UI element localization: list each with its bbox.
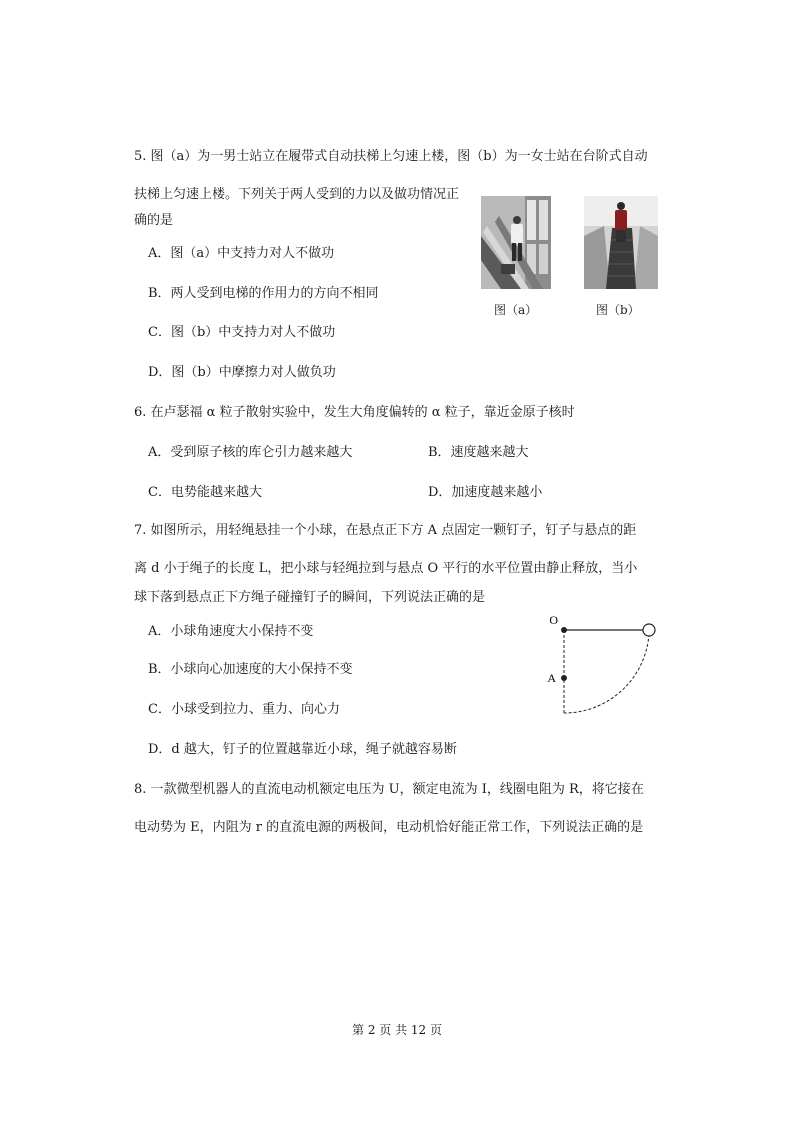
q6-option-d: D．加速度越来越小 [428, 485, 543, 500]
q7-ball [643, 624, 655, 636]
q7-pivot-point [561, 627, 567, 633]
page-number-footer: 第 2 页 共 12 页 [352, 1023, 442, 1037]
q7-option-d: D．d 越大，钉子的位置越靠近小球，绳子就越容易断 [148, 742, 457, 757]
q7-ball-path-arc [564, 634, 649, 713]
q8-stem-line1: 8. 一款微型机器人的直流电动机额定电压为 U，额定电流为 I，线圈电阻为 R，将它接在 [134, 782, 644, 797]
q7-stem-line1: 7. 如图所示，用轻绳悬挂一个小球，在悬点正下方 A 点固定一颗钉子，钉子与悬点的距 [134, 523, 637, 538]
q7-option-b: B．小球向心加速度的大小保持不变 [148, 662, 353, 677]
q5-stem-line3: 确的是 [134, 213, 174, 228]
q7-option-a: A．小球角速度大小保持不变 [148, 624, 314, 639]
q6-option-c: C．电势能越来越大 [148, 485, 262, 500]
q5-figure-a-caption: 图（a） [494, 303, 538, 317]
q7-label-o: O [549, 613, 558, 627]
q7-label-a: A [547, 671, 556, 685]
q7-stem-line2: 离 d 小于绳子的长度 L，把小球与轻绳拉到与悬点 O 平行的水平位置由静止释放，当小 [134, 561, 638, 576]
q7-option-c: C．小球受到拉力、重力、向心力 [148, 702, 340, 717]
q6-option-a: A．受到原子核的库仑引力越来越大 [148, 445, 353, 460]
q6-option-b: B．速度越来越大 [428, 445, 529, 460]
q5-figure-b-caption: 图（b） [596, 303, 640, 317]
q7-pendulum-diagram [540, 610, 670, 720]
q5-stem-line1: 5. 图（a）为一男士站立在履带式自动扶梯上匀速上楼，图（b）为一女士站在台阶式自动 [134, 149, 648, 164]
q5-figure-a-photo [481, 196, 551, 289]
q5-figure-b-photo [584, 196, 658, 289]
q6-stem: 6. 在卢瑟福 α 粒子散射实验中，发生大角度偏转的 α 粒子，靠近金原子核时 [134, 405, 575, 420]
q7-stem-line3: 球下落到悬点正下方绳子碰撞钉子的瞬间，下列说法正确的是 [134, 590, 486, 605]
q5-option-d: D．图（b）中摩擦力对人做负功 [148, 365, 336, 380]
q8-stem-line2: 电动势为 E，内阻为 r 的直流电源的两极间，电动机恰好能正常工作，下列说法正确的是 [134, 820, 644, 835]
q7-nail-point [561, 675, 567, 681]
q5-option-c: C．图（b）中支持力对人不做功 [148, 325, 336, 340]
q5-option-b: B．两人受到电梯的作用力的方向不相同 [148, 286, 379, 301]
q5-option-a: A．图（a）中支持力对人不做功 [148, 246, 335, 261]
q5-stem-line2: 扶梯上匀速上楼。下列关于两人受到的力以及做功情况正 [134, 187, 460, 202]
